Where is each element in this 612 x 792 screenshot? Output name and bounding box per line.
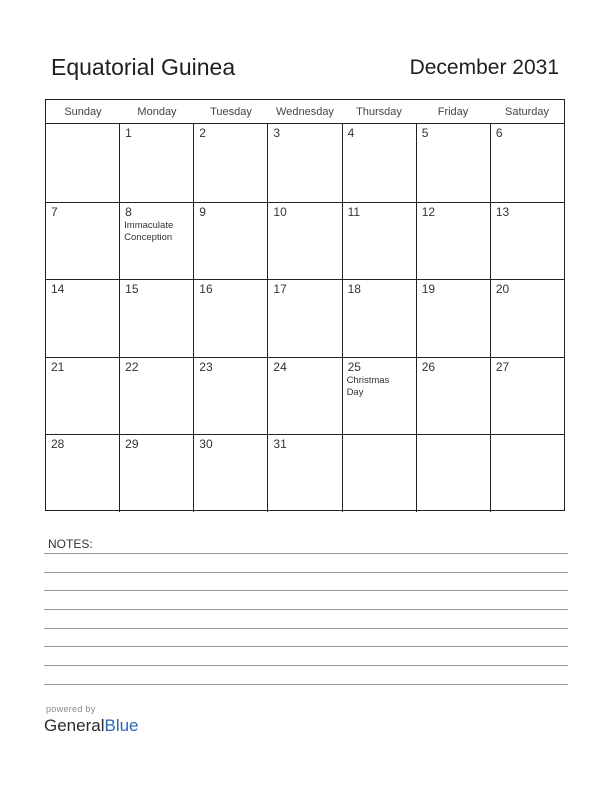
day-cell bbox=[119, 435, 193, 512]
day-cell bbox=[46, 203, 119, 280]
weekday-header-row bbox=[46, 100, 564, 124]
day-cell bbox=[119, 124, 193, 202]
week-row bbox=[46, 434, 564, 512]
day-number: 19 bbox=[421, 282, 436, 297]
holiday-label: Immaculate Conception bbox=[124, 219, 174, 243]
calendar-body bbox=[46, 124, 564, 510]
day-cell bbox=[193, 435, 267, 512]
day-number: 22 bbox=[125, 359, 139, 374]
day-number: 10 bbox=[273, 204, 287, 219]
day-number: 9 bbox=[199, 204, 206, 219]
note-line bbox=[44, 553, 568, 554]
day-number: 2 bbox=[199, 126, 206, 140]
weekday-friday: Friday bbox=[437, 106, 469, 118]
note-line bbox=[44, 628, 568, 629]
day-number: 26 bbox=[421, 359, 436, 374]
note-line bbox=[44, 590, 568, 591]
note-line bbox=[44, 684, 568, 685]
day-cell bbox=[119, 280, 193, 357]
day-cell bbox=[416, 124, 490, 202]
day-cell bbox=[490, 435, 564, 512]
weekday-wednesday: Wednesday bbox=[276, 106, 334, 118]
note-line bbox=[44, 646, 568, 647]
note-line bbox=[44, 572, 568, 573]
day-number: 4 bbox=[347, 126, 355, 140]
week-row bbox=[46, 357, 564, 435]
month-title: December 2031 bbox=[409, 56, 559, 79]
week-row bbox=[46, 124, 564, 202]
day-number: 13 bbox=[495, 204, 510, 219]
day-number: 20 bbox=[495, 282, 510, 297]
day-number: 7 bbox=[51, 204, 58, 219]
day-cell bbox=[490, 358, 564, 435]
powered-by-text: powered by bbox=[46, 704, 96, 714]
weekday-monday: Monday bbox=[137, 106, 177, 118]
day-number: 16 bbox=[199, 282, 213, 297]
day-number: 29 bbox=[125, 437, 139, 452]
day-cell bbox=[416, 203, 490, 280]
day-number: 6 bbox=[495, 126, 503, 140]
day-cell bbox=[342, 358, 416, 435]
day-number: 25 bbox=[347, 359, 361, 374]
day-cell bbox=[46, 435, 119, 512]
day-cell bbox=[267, 280, 341, 357]
weekday-thursday: Thursday bbox=[356, 106, 402, 118]
day-cell bbox=[416, 435, 490, 512]
week-row bbox=[46, 279, 564, 357]
day-number: 12 bbox=[421, 204, 436, 219]
day-number: 27 bbox=[495, 359, 510, 374]
day-number: 21 bbox=[51, 359, 65, 374]
day-cell bbox=[342, 435, 416, 512]
day-number: 18 bbox=[347, 282, 361, 297]
day-cell bbox=[267, 124, 341, 202]
notes-label: NOTES: bbox=[48, 537, 93, 551]
day-cell bbox=[490, 280, 564, 357]
country-title: Equatorial Guinea bbox=[51, 54, 236, 80]
day-cell bbox=[193, 124, 267, 202]
day-number: 15 bbox=[125, 282, 139, 297]
day-cell bbox=[46, 358, 119, 435]
day-number: 14 bbox=[51, 282, 65, 297]
holiday-label: Christmas Day bbox=[346, 374, 390, 398]
day-number: 8 bbox=[125, 204, 132, 219]
day-cell bbox=[267, 358, 341, 435]
day-cell bbox=[416, 358, 490, 435]
day-number: 30 bbox=[199, 437, 213, 452]
day-number: 28 bbox=[51, 437, 65, 452]
day-cell bbox=[267, 435, 341, 512]
logo-general: General bbox=[44, 716, 105, 735]
day-cell bbox=[267, 203, 341, 280]
day-cell bbox=[119, 203, 193, 280]
note-line bbox=[44, 665, 568, 666]
calendar-grid bbox=[45, 99, 565, 511]
day-cell bbox=[46, 280, 119, 357]
day-number: 11 bbox=[347, 204, 361, 219]
day-cell bbox=[490, 203, 564, 280]
weekday-tuesday: Tuesday bbox=[210, 106, 252, 118]
logo-blue: Blue bbox=[104, 716, 139, 735]
day-cell bbox=[416, 280, 490, 357]
day-number: 31 bbox=[273, 437, 287, 452]
day-number: 17 bbox=[273, 282, 287, 297]
day-number: 3 bbox=[273, 126, 281, 140]
day-cell bbox=[342, 124, 416, 202]
note-line bbox=[44, 609, 568, 610]
day-cell bbox=[46, 124, 119, 202]
day-cell bbox=[193, 358, 267, 435]
weekday-sunday: Sunday bbox=[64, 106, 102, 118]
day-number: 23 bbox=[199, 359, 213, 374]
weekday-saturday: Saturday bbox=[504, 106, 550, 118]
day-cell bbox=[193, 203, 267, 280]
day-cell bbox=[490, 124, 564, 202]
generalblue-logo bbox=[44, 716, 139, 736]
day-cell bbox=[342, 280, 416, 357]
day-number: 24 bbox=[273, 359, 287, 374]
day-number: 5 bbox=[421, 126, 429, 140]
day-cell bbox=[342, 203, 416, 280]
week-row bbox=[46, 202, 564, 280]
day-cell bbox=[119, 358, 193, 435]
day-number: 1 bbox=[125, 126, 132, 140]
day-cell bbox=[193, 280, 267, 357]
